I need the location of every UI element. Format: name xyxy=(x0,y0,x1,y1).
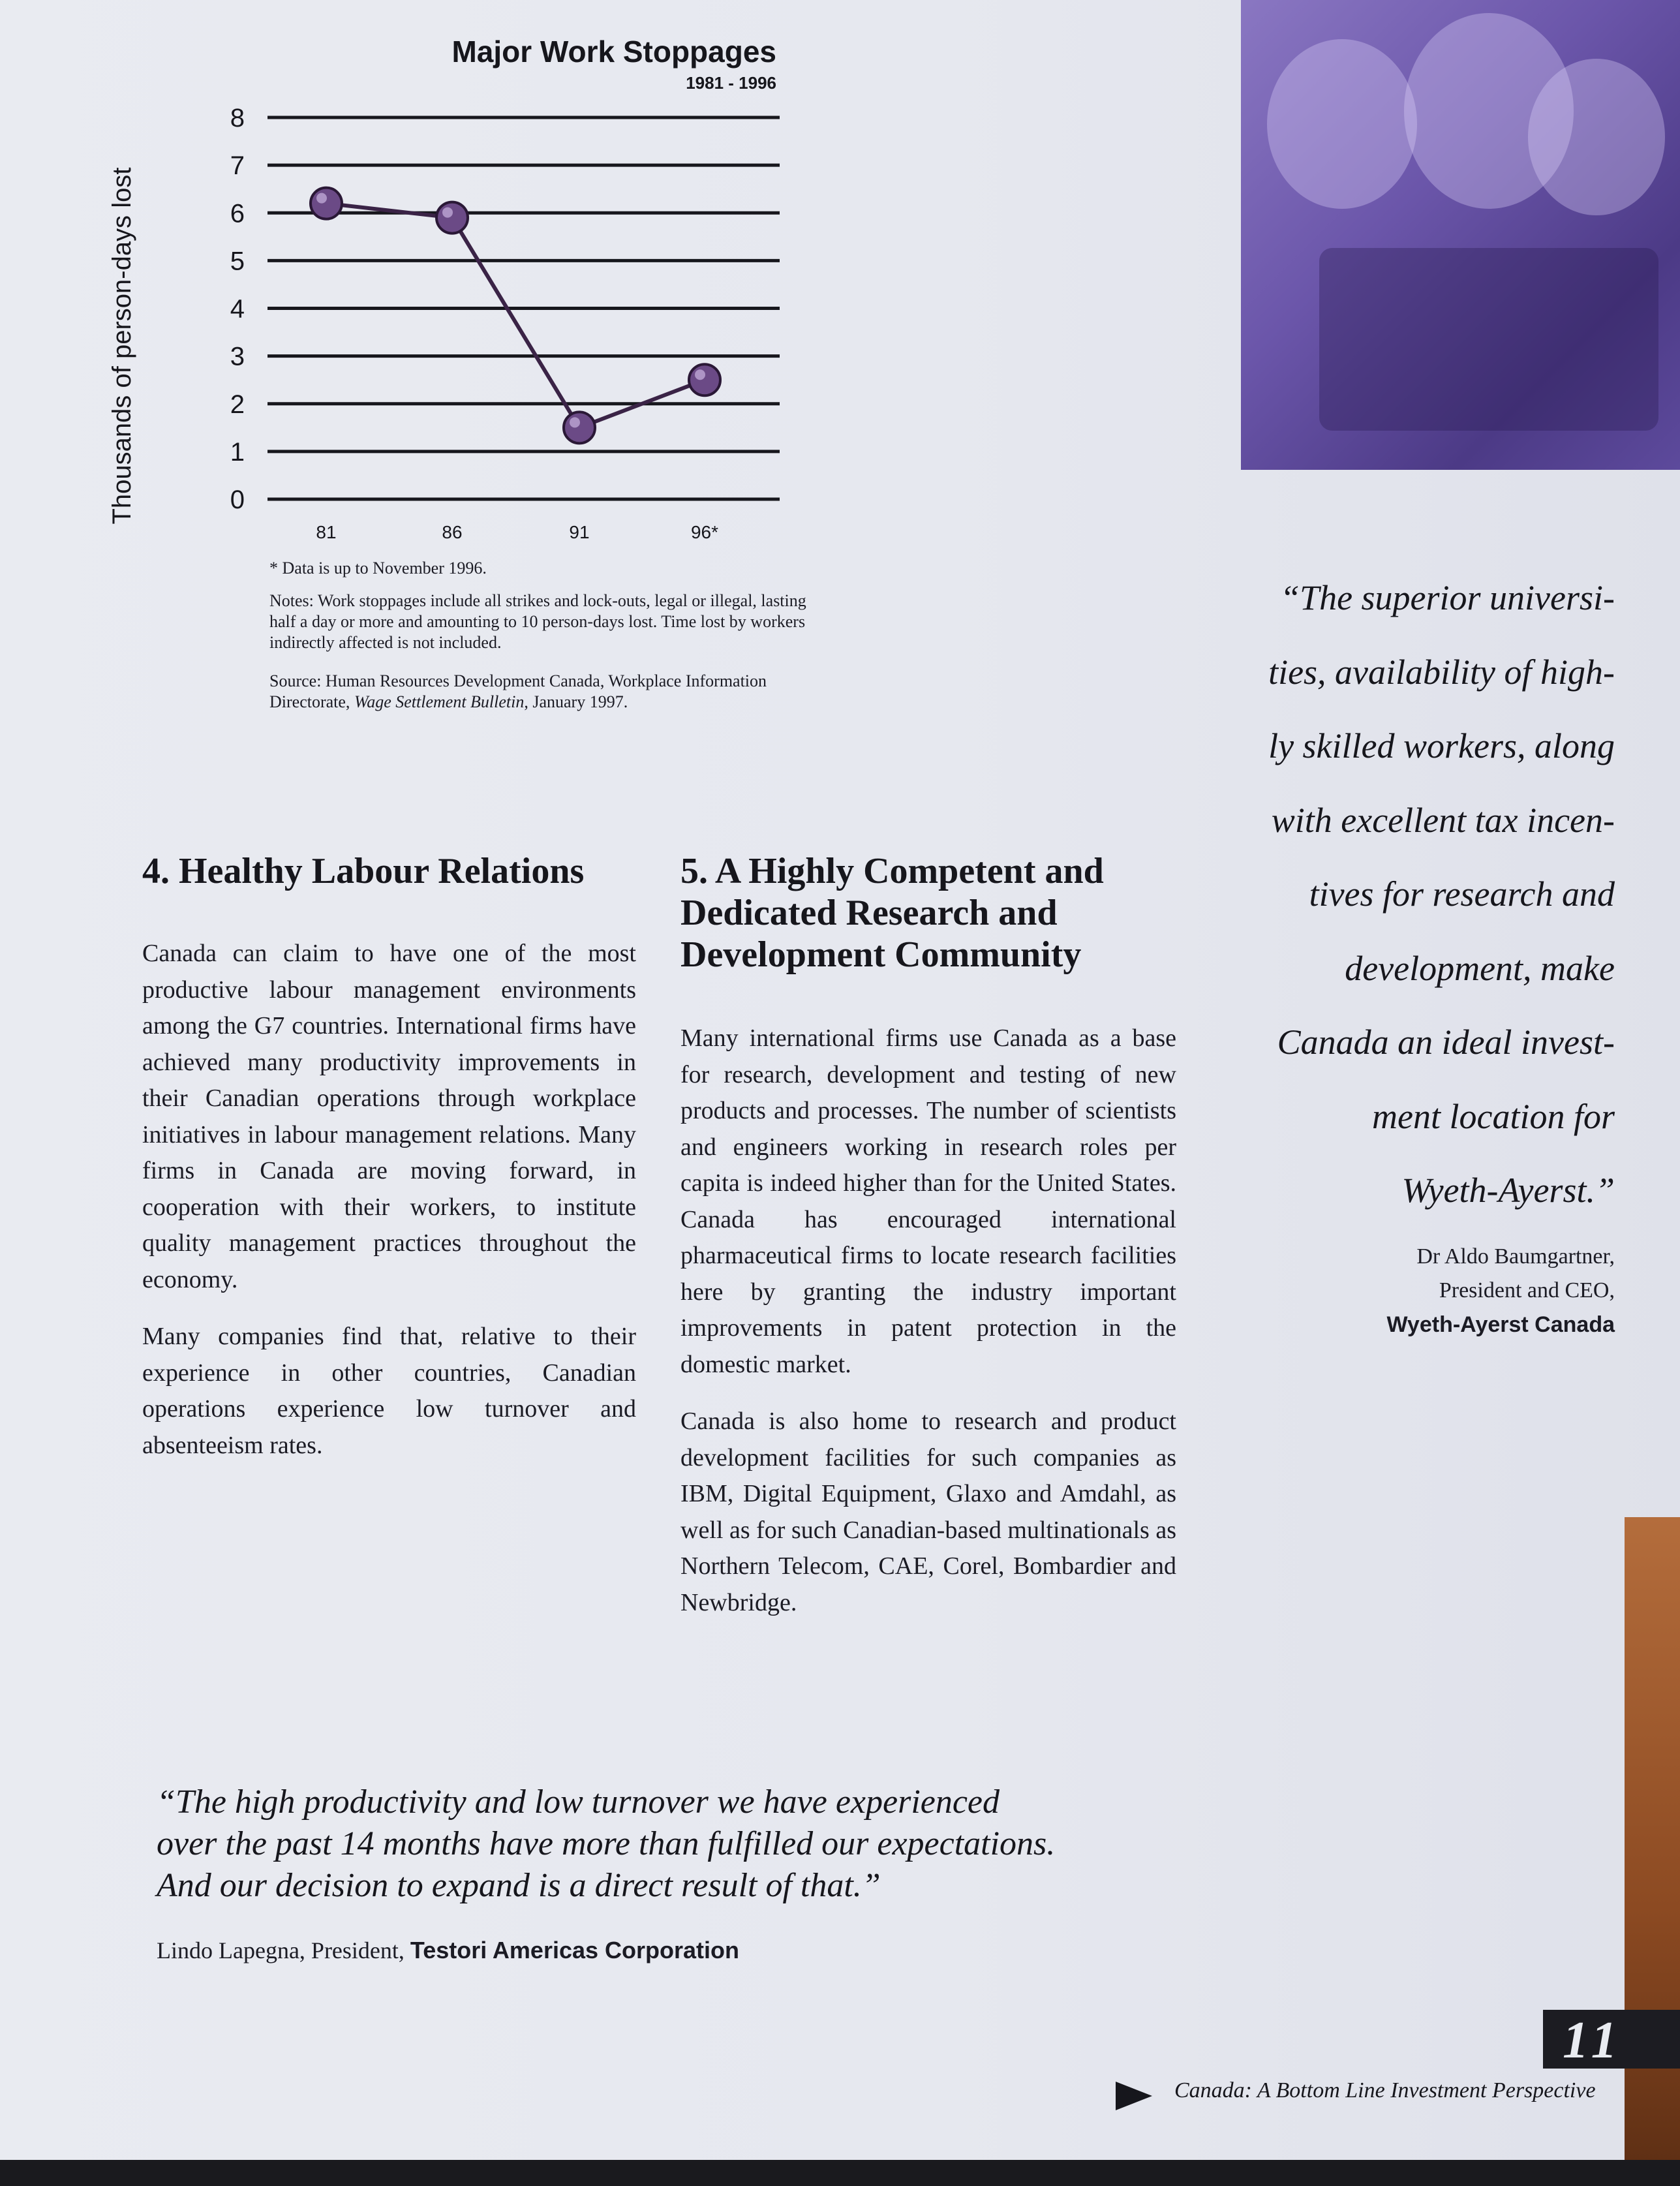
source-title: Wage Settlement Bulletin xyxy=(354,692,525,711)
y-tick-label: 5 xyxy=(230,247,245,276)
series-line xyxy=(326,204,705,428)
chart-source xyxy=(269,671,831,713)
side-quote-credit xyxy=(1253,1240,1615,1342)
data-point xyxy=(564,412,595,443)
y-tick-label: 4 xyxy=(230,294,245,324)
side-quote-line: ly skilled workers, along xyxy=(1268,726,1615,765)
side-quote xyxy=(1253,561,1615,1228)
work-stoppages-chart xyxy=(196,98,796,555)
section-4-heading: 4. Healthy Labour Relations xyxy=(142,851,585,891)
y-tick-label: 8 xyxy=(230,104,245,132)
data-point-highlight xyxy=(570,417,580,427)
lab-photo xyxy=(1241,0,1680,470)
y-tick-label: 6 xyxy=(230,199,245,228)
y-tick-label: 3 xyxy=(230,342,245,371)
section-5-heading-wrap xyxy=(680,850,1189,976)
source-prefix: Source: Human Resources Development Canada, Workplace Information Directorate, xyxy=(269,671,767,711)
x-tick-label: 91 xyxy=(569,522,590,542)
y-tick-label: 1 xyxy=(230,437,245,467)
side-quote-line: ment location for xyxy=(1372,1096,1615,1136)
y-tick-label: 0 xyxy=(230,485,245,514)
arrow-right-icon xyxy=(1116,2082,1152,2110)
x-tick-label: 86 xyxy=(442,522,463,542)
chart-title: Major Work Stoppages xyxy=(451,35,776,69)
section-4-para-1: Canada can claim to have one of the most productive labour management environments among the G7 countries. International firms have achieved many productivity improvements in their Canadian operations through workplace initiatives in labour management relations. Many firms in Canada are moving forward, in cooperation with their workers, to institute quality management practices throughout the economy. xyxy=(142,940,636,1293)
data-point-highlight xyxy=(316,193,327,204)
section-5-body xyxy=(680,1021,1176,1642)
chart-subtitle: 1981 - 1996 xyxy=(686,73,776,93)
side-quote-line: with excellent tax incen- xyxy=(1271,800,1615,840)
section-5-para-1: Many international firms use Canada as a base for research, development and testing of new products and processes. The number of scientists and engineers working in research roles per capita is indeed higher than for the United States. Canada has encouraged international pharmaceutical firms to locate research facilities here by granting the industry important improvements in patent protection in the domestic market. xyxy=(680,1024,1176,1378)
side-quote-line: Wyeth-Ayerst.” xyxy=(1401,1171,1615,1210)
section-5-heading: 5. A Highly Competent and Dedicated Research and Development Community xyxy=(680,851,1104,975)
section-4-heading-wrap xyxy=(142,850,677,892)
bottom-edge-band xyxy=(0,2160,1680,2186)
side-quote-line: “The superior universi- xyxy=(1280,578,1615,617)
bottom-quote-line: And our decision to expand is a direct result of that.” xyxy=(157,1867,881,1904)
side-quote-line: Canada an ideal invest- xyxy=(1277,1023,1615,1062)
section-4-para-2: Many companies find that, relative to their experience in other countries, Canadian operations experience low turnover and absenteeism rates. xyxy=(142,1323,636,1459)
bottom-quote-credit xyxy=(157,1937,739,1964)
section-4-body xyxy=(142,936,636,1485)
chart-y-axis-label: Thousands of person-days lost xyxy=(108,167,136,525)
side-quote-line: tives for research and xyxy=(1309,874,1615,914)
data-point xyxy=(311,188,342,219)
x-tick-label: 96* xyxy=(690,522,719,542)
source-suffix: , January 1997. xyxy=(524,692,628,711)
chart-data-note: * Data is up to November 1996. xyxy=(269,559,487,577)
publication-title: Canada: A Bottom Line Investment Perspective xyxy=(1174,2078,1596,2102)
bottom-credit-person: Lindo Lapegna, President, xyxy=(157,1937,410,1963)
bottom-quote xyxy=(157,1781,1135,1907)
y-tick-label: 2 xyxy=(230,390,245,419)
bottom-quote-line: over the past 14 months have more than fulfilled our expectations. xyxy=(157,1825,1056,1862)
page-number: 11 xyxy=(1563,2012,1623,2069)
y-tick-label: 7 xyxy=(230,151,245,181)
bottom-credit-company: Testori Americas Corporation xyxy=(410,1937,740,1963)
side-credit-company: Wyeth-Ayerst Canada xyxy=(1386,1312,1615,1337)
data-point-highlight xyxy=(695,369,705,380)
section-5-para-2: Canada is also home to research and product development facilities for such companies as IBM, Digital Equipment, Glaxo and Amdahl, as well as for such Canadian-based multinationals as Northern Telecom, CAE, Corel, Bombardier and Newbridge. xyxy=(680,1408,1176,1616)
data-point-highlight xyxy=(442,208,453,218)
data-point xyxy=(689,364,720,395)
wood-texture-edge xyxy=(1625,1517,1680,2170)
side-credit-name: Dr Aldo Baumgartner, xyxy=(1416,1244,1615,1269)
chart-notes: Notes: Work stoppages include all strikes and lock-outs, legal or illegal, lasting half a day or more and amounting to 10 person-days lost. Time lost by workers indirectly affected is not included. xyxy=(269,591,806,652)
bottom-quote-line: “The high productivity and low turnover we have experienced xyxy=(157,1783,1000,1821)
side-credit-title: President and CEO, xyxy=(1439,1278,1615,1302)
data-point xyxy=(436,202,468,234)
side-quote-line: development, make xyxy=(1345,948,1615,988)
side-quote-line: ties, availability of high- xyxy=(1268,652,1615,692)
x-tick-label: 81 xyxy=(316,522,337,542)
